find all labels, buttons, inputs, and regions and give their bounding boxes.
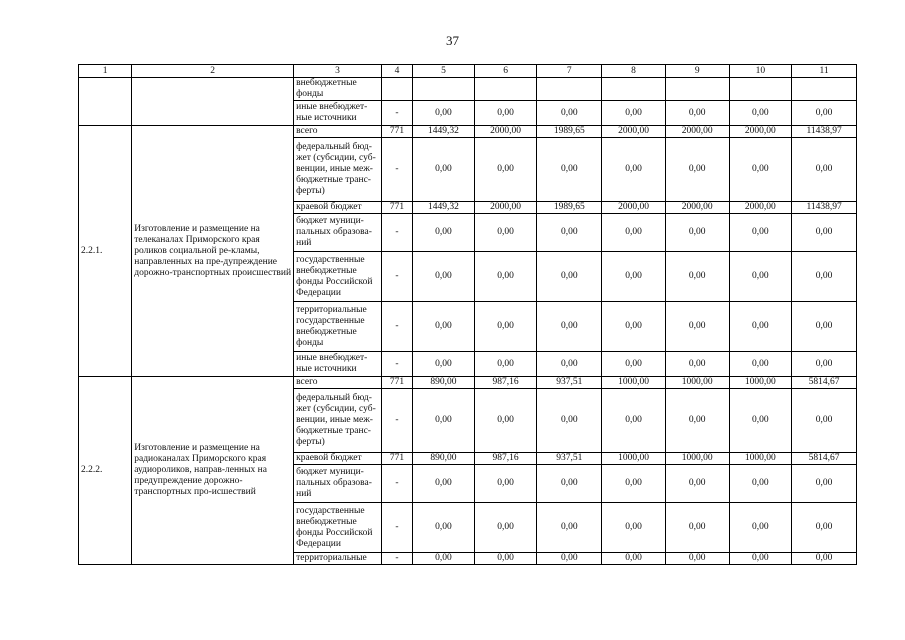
amount-cell: 0,00 xyxy=(792,389,857,453)
amount-cell: 0,00 xyxy=(474,101,537,126)
amount-cell: 890,00 xyxy=(413,377,475,389)
header-cell: 5 xyxy=(413,65,475,78)
amount-cell: 0,00 xyxy=(537,352,602,377)
amount-cell: 0,00 xyxy=(792,465,857,503)
amount-cell: 0,00 xyxy=(729,214,792,252)
amount-cell: 0,00 xyxy=(665,101,729,126)
amount-cell xyxy=(792,78,857,101)
funding-source-cell: территориальные xyxy=(294,553,382,565)
code-cell: - xyxy=(381,214,412,252)
amount-cell: 5814,67 xyxy=(792,377,857,389)
amount-cell: 0,00 xyxy=(729,302,792,352)
header-cell: 8 xyxy=(602,65,666,78)
code-cell: - xyxy=(381,352,412,377)
amount-cell: 0,00 xyxy=(413,503,475,553)
code-cell: - xyxy=(381,302,412,352)
funding-source-cell: территориальные государственные внебюджетные фонды xyxy=(294,302,382,352)
funding-source-cell: бюджет муници-пальных образова-ний xyxy=(294,214,382,252)
amount-cell: 0,00 xyxy=(413,101,475,126)
measure-number: 2.2.1. xyxy=(79,126,132,377)
amount-cell: 0,00 xyxy=(665,465,729,503)
amount-cell: 0,00 xyxy=(665,389,729,453)
amount-cell xyxy=(729,78,792,101)
table-row xyxy=(79,78,857,101)
amount-cell: 890,00 xyxy=(413,453,475,465)
amount-cell: 0,00 xyxy=(665,138,729,202)
amount-cell: 987,16 xyxy=(474,377,537,389)
amount-cell: 0,00 xyxy=(729,503,792,553)
code-cell: - xyxy=(381,389,412,453)
amount-cell: 0,00 xyxy=(602,553,666,565)
funding-source-cell: краевой бюджет xyxy=(294,453,382,465)
page-number: 37 xyxy=(446,33,459,48)
amount-cell: 0,00 xyxy=(602,302,666,352)
amount-cell: 0,00 xyxy=(474,503,537,553)
funding-source-cell: иные внебюджет-ные источники xyxy=(294,352,382,377)
amount-cell: 1000,00 xyxy=(665,377,729,389)
amount-cell: 1449,32 xyxy=(413,202,475,214)
amount-cell xyxy=(537,78,602,101)
amount-cell: 0,00 xyxy=(537,214,602,252)
amount-cell: 2000,00 xyxy=(602,202,666,214)
table-body xyxy=(79,65,857,565)
amount-cell: 0,00 xyxy=(792,214,857,252)
header-cell: 3 xyxy=(294,65,382,78)
table-row xyxy=(79,377,857,389)
amount-cell: 0,00 xyxy=(602,214,666,252)
amount-cell: 987,16 xyxy=(474,453,537,465)
code-cell: - xyxy=(381,553,412,565)
amount-cell: 2000,00 xyxy=(665,126,729,138)
amount-cell: 2000,00 xyxy=(474,126,537,138)
amount-cell: 1000,00 xyxy=(602,453,666,465)
amount-cell: 0,00 xyxy=(474,553,537,565)
amount-cell: 0,00 xyxy=(413,214,475,252)
header-cell: 11 xyxy=(792,65,857,78)
amount-cell: 2000,00 xyxy=(729,126,792,138)
amount-cell: 2000,00 xyxy=(729,202,792,214)
amount-cell: 937,51 xyxy=(537,453,602,465)
amount-cell: 0,00 xyxy=(602,101,666,126)
header-row xyxy=(79,65,857,78)
amount-cell: 0,00 xyxy=(665,553,729,565)
amount-cell: 1989,65 xyxy=(537,202,602,214)
funding-source-cell: всего xyxy=(294,377,382,389)
amount-cell: 0,00 xyxy=(729,252,792,302)
amount-cell: 0,00 xyxy=(474,302,537,352)
amount-cell: 0,00 xyxy=(413,553,475,565)
amount-cell: 0,00 xyxy=(665,302,729,352)
funding-source-cell: государственные внебюджетные фонды Российской Федерации xyxy=(294,503,382,553)
amount-cell: 0,00 xyxy=(729,389,792,453)
amount-cell: 1000,00 xyxy=(729,377,792,389)
amount-cell: 0,00 xyxy=(665,503,729,553)
amount-cell: 0,00 xyxy=(729,553,792,565)
amount-cell: 0,00 xyxy=(792,138,857,202)
code-cell: 771 xyxy=(381,453,412,465)
funding-source-cell: федеральный бюд-жет (субсидии, суб-венции, иные меж-бюджетные транс-ферты) xyxy=(294,389,382,453)
amount-cell: 0,00 xyxy=(537,252,602,302)
header-cell: 4 xyxy=(381,65,412,78)
amount-cell: 0,00 xyxy=(474,465,537,503)
header-cell: 7 xyxy=(537,65,602,78)
code-cell: - xyxy=(381,101,412,126)
amount-cell: 0,00 xyxy=(413,302,475,352)
amount-cell: 0,00 xyxy=(665,214,729,252)
header-cell: 1 xyxy=(79,65,132,78)
amount-cell: 0,00 xyxy=(602,389,666,453)
amount-cell: 0,00 xyxy=(474,252,537,302)
amount-cell: 0,00 xyxy=(537,302,602,352)
amount-cell: 937,51 xyxy=(537,377,602,389)
header-cell: 10 xyxy=(729,65,792,78)
funding-source-cell: иные внебюджет-ные источники xyxy=(294,101,382,126)
amount-cell xyxy=(474,78,537,101)
amount-cell: 0,00 xyxy=(729,465,792,503)
code-cell: - xyxy=(381,465,412,503)
measure-number: 2.2.2. xyxy=(79,377,132,565)
amount-cell: 0,00 xyxy=(792,553,857,565)
funding-source-cell: государственные внебюджетные фонды Российской Федерации xyxy=(294,252,382,302)
funding-source-cell: всего xyxy=(294,126,382,138)
funding-source-cell: бюджет муници-пальных образова-ний xyxy=(294,465,382,503)
amount-cell: 0,00 xyxy=(413,252,475,302)
header-cell: 9 xyxy=(665,65,729,78)
amount-cell: 0,00 xyxy=(665,252,729,302)
empty-title-cell xyxy=(132,78,294,126)
amount-cell: 0,00 xyxy=(413,352,475,377)
measure-title: Изготовление и размещение на телеканалах Приморского края роликов социальной ре-кламы, направленных на пре-дупреждение дорожно-транспортных происшествий xyxy=(132,126,294,377)
amount-cell: 0,00 xyxy=(729,352,792,377)
code-cell: - xyxy=(381,503,412,553)
amount-cell: 5814,67 xyxy=(792,453,857,465)
amount-cell: 0,00 xyxy=(792,252,857,302)
amount-cell xyxy=(602,78,666,101)
budget-table xyxy=(78,64,857,565)
amount-cell: 0,00 xyxy=(474,138,537,202)
header-cell: 6 xyxy=(474,65,537,78)
code-cell: 771 xyxy=(381,126,412,138)
amount-cell: 0,00 xyxy=(729,101,792,126)
code-cell: - xyxy=(381,252,412,302)
amount-cell: 2000,00 xyxy=(665,202,729,214)
amount-cell: 0,00 xyxy=(602,503,666,553)
amount-cell: 0,00 xyxy=(537,389,602,453)
empty-num-cell xyxy=(79,78,132,126)
table-row xyxy=(79,126,857,138)
code-cell: 771 xyxy=(381,202,412,214)
amount-cell: 0,00 xyxy=(792,503,857,553)
amount-cell: 1000,00 xyxy=(665,453,729,465)
measure-title: Изготовление и размещение на радиоканалах Приморского края аудиороликов, направ-ленных на предупреждение дорожно-транспортных про-исшествий xyxy=(132,377,294,565)
amount-cell: 0,00 xyxy=(474,389,537,453)
header-cell: 2 xyxy=(132,65,294,78)
amount-cell: 0,00 xyxy=(413,389,475,453)
amount-cell: 0,00 xyxy=(474,214,537,252)
amount-cell: 0,00 xyxy=(665,352,729,377)
amount-cell: 0,00 xyxy=(602,138,666,202)
funding-source-cell: федеральный бюд-жет (субсидии, суб-венции, иные меж-бюджетные транс-ферты) xyxy=(294,138,382,202)
amount-cell: 2000,00 xyxy=(602,126,666,138)
amount-cell: 0,00 xyxy=(474,352,537,377)
amount-cell: 0,00 xyxy=(413,138,475,202)
funding-source-cell: краевой бюджет xyxy=(294,202,382,214)
amount-cell: 1000,00 xyxy=(729,453,792,465)
amount-cell: 0,00 xyxy=(537,101,602,126)
amount-cell: 0,00 xyxy=(602,352,666,377)
amount-cell: 0,00 xyxy=(729,138,792,202)
code-cell: 771 xyxy=(381,377,412,389)
amount-cell: 11438,97 xyxy=(792,126,857,138)
amount-cell: 0,00 xyxy=(792,101,857,126)
amount-cell: 0,00 xyxy=(792,352,857,377)
amount-cell: 2000,00 xyxy=(474,202,537,214)
amount-cell: 0,00 xyxy=(602,252,666,302)
code-cell xyxy=(381,78,412,101)
code-cell: - xyxy=(381,138,412,202)
amount-cell: 0,00 xyxy=(602,465,666,503)
amount-cell: 0,00 xyxy=(537,465,602,503)
amount-cell: 0,00 xyxy=(537,553,602,565)
amount-cell xyxy=(413,78,475,101)
amount-cell: 0,00 xyxy=(413,465,475,503)
funding-source-cell: внебюджетные фонды xyxy=(294,78,382,101)
amount-cell: 11438,97 xyxy=(792,202,857,214)
amount-cell: 0,00 xyxy=(537,503,602,553)
amount-cell: 0,00 xyxy=(792,302,857,352)
amount-cell xyxy=(665,78,729,101)
amount-cell: 1449,32 xyxy=(413,126,475,138)
amount-cell: 0,00 xyxy=(537,138,602,202)
amount-cell: 1989,65 xyxy=(537,126,602,138)
amount-cell: 1000,00 xyxy=(602,377,666,389)
